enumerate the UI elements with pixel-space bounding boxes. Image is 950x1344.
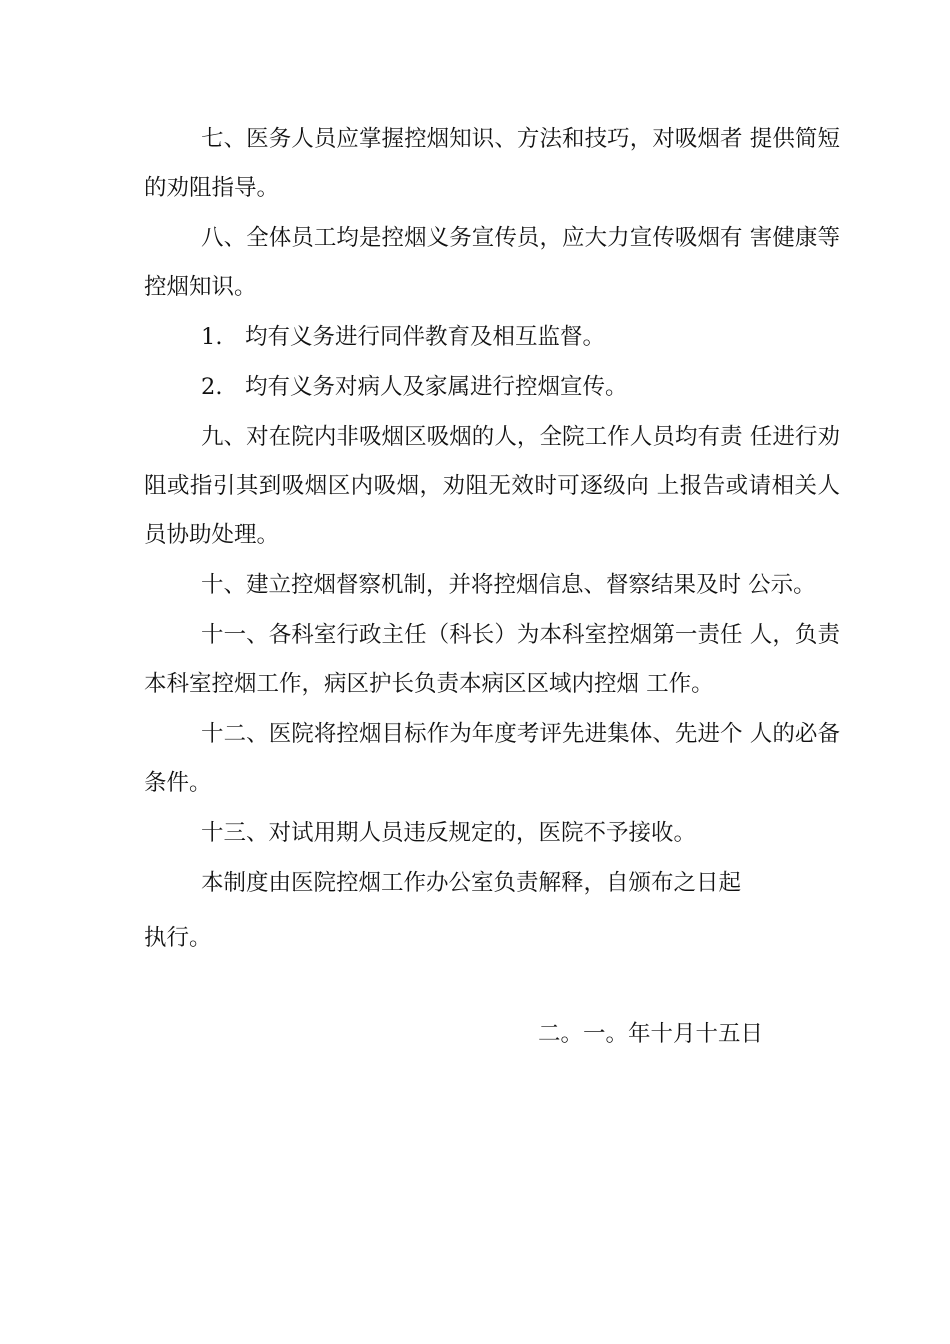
closing-statement: 本制度由医院控烟工作办公室负责解释，自颁布之日起: [201, 870, 742, 896]
paragraph-thirteen: 十三、对试用期人员违反规定的，医院不予接收。: [201, 820, 697, 846]
paragraph-eight-item-1: 1. 均有义务进行同伴教育及相互监督。: [201, 324, 605, 350]
document-date: 二。一。年十月十五日: [538, 1021, 764, 1047]
paragraph-nine: 九、对在院内非吸烟区吸烟的人，全院工作人员均有责 任进行劝阻或指引其到吸烟区内吸烟，劝阻无效时可逐级向 上报告或请相关人员协助处理。: [144, 424, 840, 548]
closing-statement-tail: 执行。: [144, 925, 212, 951]
paragraph-eleven: 十一、各科室行政主任（科长）为本科室控烟第一责任 人，负责本科室控烟工作，病区护长负责本病区区域内控烟 工作。: [144, 622, 840, 697]
paragraph-eight-item-2: 2. 均有义务对病人及家属进行控烟宣传。: [201, 374, 628, 400]
paragraph-twelve: 十二、医院将控烟目标作为年度考评先进集体、先进个 人的必备条件。: [144, 721, 840, 796]
paragraph-eight: 八、全体员工均是控烟义务宣传员，应大力宣传吸烟有 害健康等控烟知识。: [144, 225, 840, 300]
paragraph-ten: 十、建立控烟督察机制，并将控烟信息、督察结果及时 公示。: [201, 572, 816, 598]
paragraph-seven: 七、医务人员应掌握控烟知识、方法和技巧，对吸烟者 提供简短的劝阻指导。: [144, 126, 840, 201]
document-body: [144, 115, 840, 963]
